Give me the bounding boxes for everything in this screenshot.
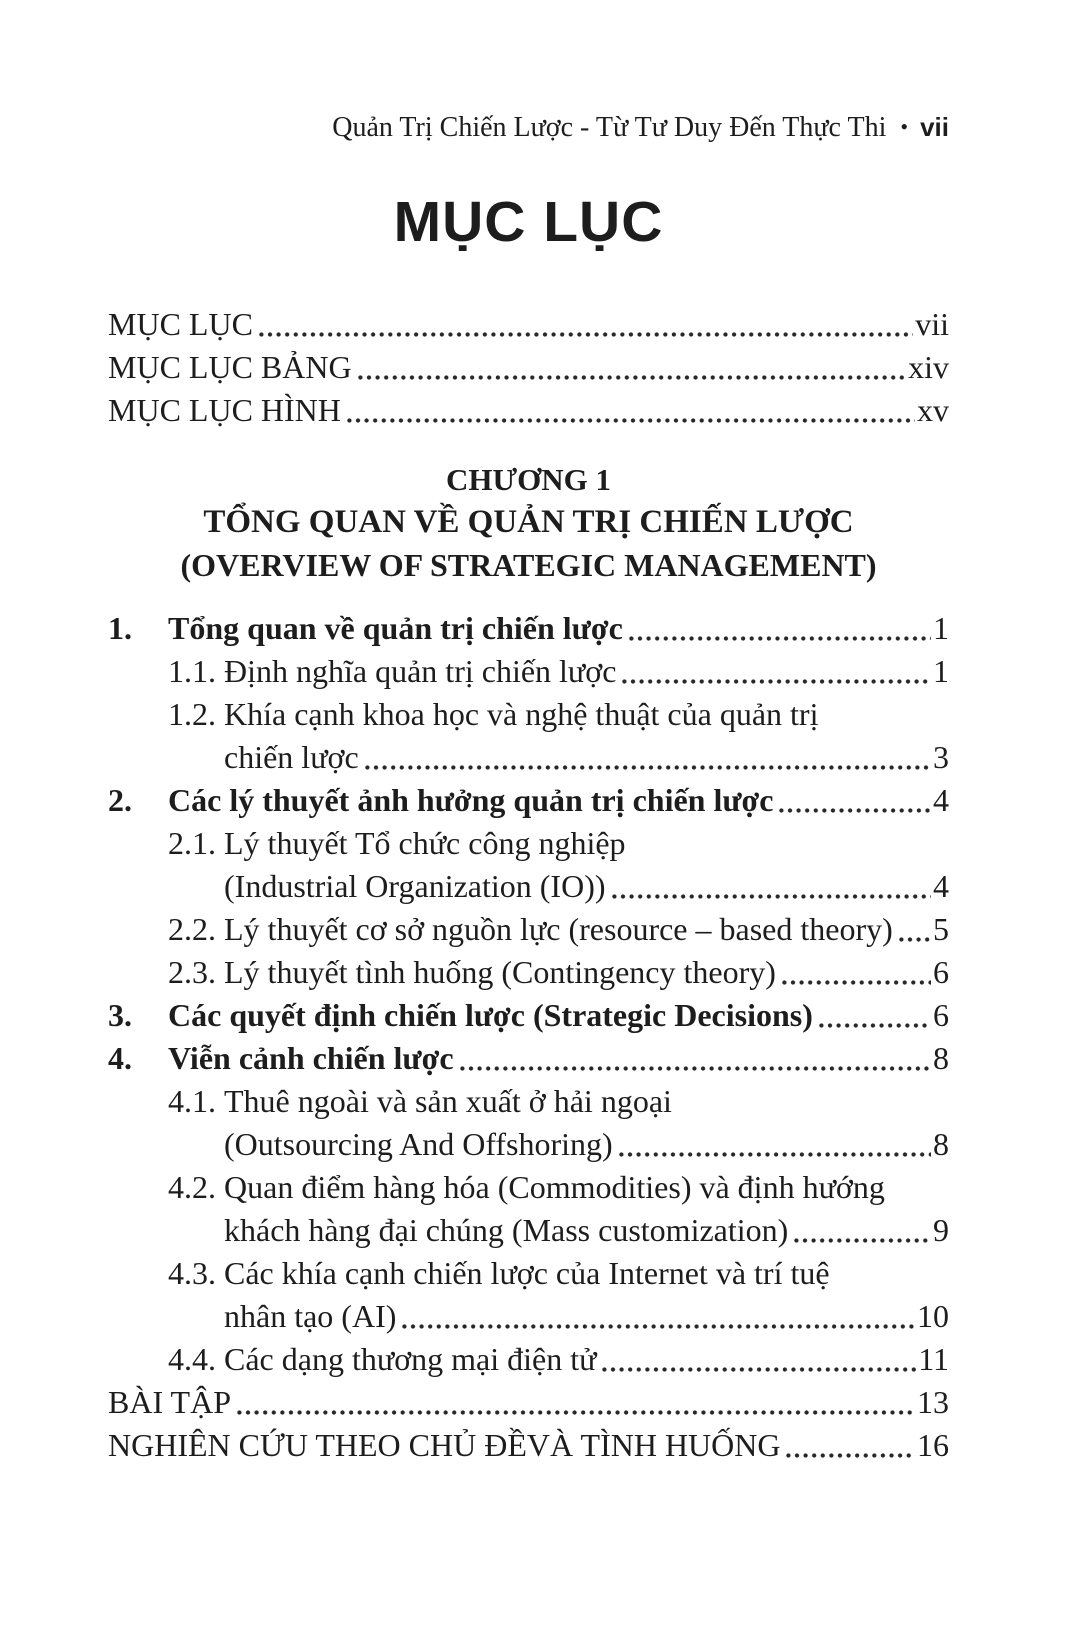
dot-leader xyxy=(253,303,915,346)
entry-number: 4. xyxy=(108,1040,132,1076)
entry-label: MỤC LỤC xyxy=(108,306,253,342)
dot-leader xyxy=(359,736,933,779)
dot-leader xyxy=(893,908,933,951)
entry-label: NGHIÊN CỨU THEO CHỦ ĐỀVÀ TÌNH HUỐNG xyxy=(108,1427,781,1463)
entry-page-number: xv xyxy=(917,392,949,428)
toc-subentry xyxy=(168,1166,949,1252)
toc-entry-line xyxy=(168,1123,949,1166)
toc-entry-line xyxy=(168,1080,949,1123)
toc-subentry xyxy=(168,951,949,994)
chapter-heading xyxy=(108,458,949,587)
toc-entry xyxy=(108,303,949,346)
entry-label: Lý thuyết cơ sở nguồn lực (resource – based theory) xyxy=(224,911,893,947)
entry-label: (Industrial Organization (IO)) xyxy=(224,868,606,904)
entry-label: Định nghĩa quản trị chiến lược xyxy=(224,653,617,689)
entry-page-number: 6 xyxy=(933,954,949,990)
entry-number: 1.1. xyxy=(168,653,216,689)
entry-number: 1.2. xyxy=(168,696,216,732)
entry-page-number: xiv xyxy=(908,349,949,385)
toc-entry-line xyxy=(168,908,949,951)
dot-leader xyxy=(613,1123,933,1166)
entry-number: 3. xyxy=(108,997,132,1033)
toc-subentry xyxy=(168,1252,949,1338)
dot-leader xyxy=(788,1209,933,1252)
entry-number: 2.3. xyxy=(168,954,216,990)
entry-number: 4.1. xyxy=(168,1083,216,1119)
toc-entry-line xyxy=(168,736,949,779)
toc-subentry xyxy=(168,822,949,908)
toc-entry-line xyxy=(168,1338,949,1381)
entry-label: Các lý thuyết ảnh hưởng quản trị chiến lược xyxy=(168,782,774,818)
entry-page-number: 8 xyxy=(933,1126,949,1162)
entry-page-number: 1 xyxy=(933,653,949,689)
entry-number: 4.3. xyxy=(168,1255,216,1291)
chapter-title-english: (OVERVIEW OF STRATEGIC MANAGEMENT) xyxy=(180,547,877,583)
toc-entry-line xyxy=(168,1252,949,1295)
dot-leader xyxy=(813,994,933,1037)
toc-entry-line xyxy=(168,1166,949,1209)
entry-label: Lý thuyết Tổ chức công nghiệp xyxy=(224,825,626,861)
toc-entry-line xyxy=(168,951,949,994)
toc-entry xyxy=(108,994,949,1037)
entry-page-number: 1 xyxy=(933,610,949,646)
toc-subentry xyxy=(168,650,949,693)
entry-label: Các quyết định chiến lược (Strategic Decisions) xyxy=(168,997,813,1033)
entry-page-number: 5 xyxy=(933,911,949,947)
toc-entry-line xyxy=(168,865,949,908)
toc-entry xyxy=(108,346,949,389)
toc-entry xyxy=(108,1037,949,1080)
toc-subentry xyxy=(168,1338,949,1381)
entry-number: 2. xyxy=(108,782,132,818)
toc-entry-line xyxy=(168,693,949,736)
dot-leader xyxy=(596,1338,918,1381)
toc-entry xyxy=(108,779,949,822)
dot-leader xyxy=(396,1295,917,1338)
chapter-toc-list xyxy=(108,607,949,1467)
toc-entry xyxy=(108,1424,949,1467)
header-folio-number: vii xyxy=(920,112,949,142)
entry-page-number: vii xyxy=(915,306,949,342)
running-header xyxy=(108,0,949,145)
entry-page-number: 11 xyxy=(918,1341,949,1377)
entry-page-number: 6 xyxy=(933,997,949,1033)
entry-page-number: 10 xyxy=(917,1298,949,1334)
entry-page-number: 16 xyxy=(917,1427,949,1463)
toc-subentry xyxy=(168,1080,949,1166)
entry-page-number: 4 xyxy=(933,782,949,818)
entry-page-number: 4 xyxy=(933,868,949,904)
entry-label: Khía cạnh khoa học và nghệ thuật của quản trị xyxy=(224,696,819,732)
dot-leader xyxy=(454,1037,933,1080)
entry-label: MỤC LỤC HÌNH xyxy=(108,392,341,428)
dot-leader xyxy=(780,1424,917,1467)
dot-leader xyxy=(773,779,933,822)
toc-subentry xyxy=(168,908,949,951)
entry-label: Thuê ngoài và sản xuất ở hải ngoại xyxy=(224,1083,672,1119)
entry-label: nhân tạo (AI) xyxy=(224,1298,397,1334)
entry-label: Viễn cảnh chiến lược xyxy=(168,1040,454,1076)
entry-page-number: 13 xyxy=(917,1384,949,1420)
entry-number: 1. xyxy=(108,610,132,646)
header-bullet-separator: • xyxy=(900,114,909,139)
entry-label: khách hàng đại chúng (Mass customization) xyxy=(224,1212,789,1248)
toc-entry xyxy=(108,1381,949,1424)
toc-entry-line xyxy=(168,650,949,693)
entry-label: Các khía cạnh chiến lược của Internet và trí tuệ xyxy=(224,1255,830,1291)
chapter-number: CHƯƠNG 1 xyxy=(445,462,612,497)
entry-label: BÀI TẬP xyxy=(108,1384,231,1420)
entry-page-number: 3 xyxy=(933,739,949,775)
entry-number: 4.4. xyxy=(168,1341,216,1377)
dot-leader xyxy=(776,951,933,994)
entry-number: 2.2. xyxy=(168,911,216,947)
dot-leader xyxy=(623,607,933,650)
running-header-title: Quản Trị Chiến Lược - Từ Tư Duy Đến Thực Thi xyxy=(332,112,887,143)
dot-leader xyxy=(606,865,934,908)
entry-page-number: 8 xyxy=(933,1040,949,1076)
entry-label: Quan điểm hàng hóa (Commodities) và định hướng xyxy=(224,1169,885,1205)
toc-entry xyxy=(108,607,949,650)
dot-leader xyxy=(341,389,917,432)
toc-entry xyxy=(108,389,949,432)
dot-leader xyxy=(352,346,909,389)
entry-label: MỤC LỤC BẢNG xyxy=(108,349,352,385)
dot-leader xyxy=(616,650,933,693)
chapter-title-vietnamese: TỔNG QUAN VỀ QUẢN TRỊ CHIẾN LƯỢC xyxy=(203,504,854,540)
entry-label: Các dạng thương mại điện tử xyxy=(224,1341,597,1377)
entry-label: chiến lược xyxy=(224,739,359,775)
page-title: MỤC LỤC xyxy=(393,190,664,254)
frontmatter-toc-list xyxy=(108,303,949,432)
entry-label: Tổng quan về quản trị chiến lược xyxy=(168,610,623,646)
toc-entry-line xyxy=(168,1295,949,1338)
dot-leader xyxy=(231,1381,917,1424)
toc-subentry xyxy=(168,693,949,779)
entry-label: (Outsourcing And Offshoring) xyxy=(224,1126,613,1162)
entry-number: 2.1. xyxy=(168,825,216,861)
entry-number: 4.2. xyxy=(168,1169,216,1205)
entry-label: Lý thuyết tình huống (Contingency theory) xyxy=(224,954,776,990)
entry-page-number: 9 xyxy=(933,1212,949,1248)
toc-entry-line xyxy=(168,1209,949,1252)
toc-entry-line xyxy=(168,822,949,865)
